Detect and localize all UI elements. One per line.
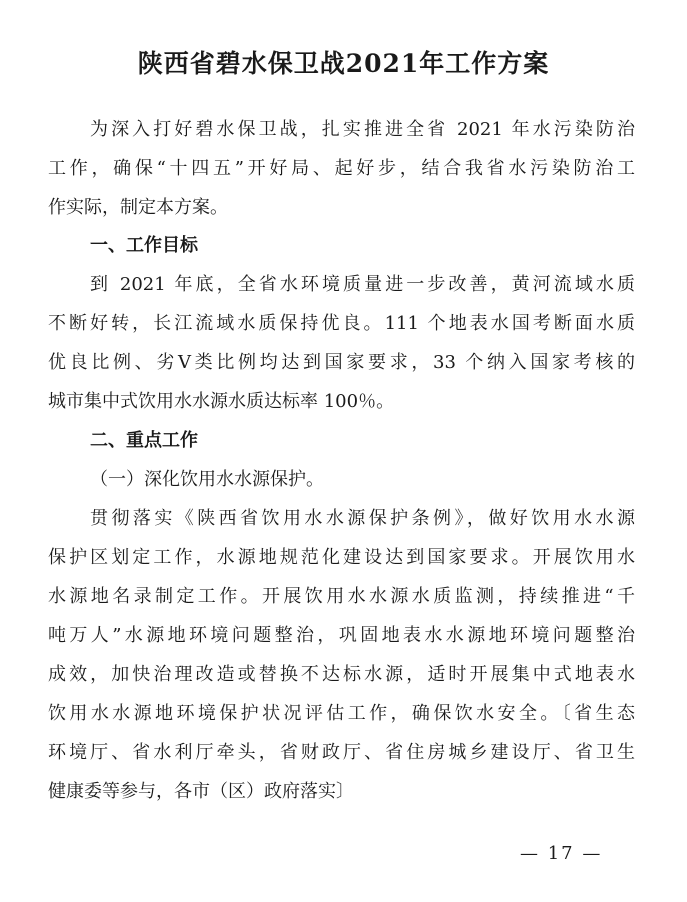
paragraph-line: 为深入打好碧水保卫战，扎实推进全省 2021 年水污染防治	[90, 119, 635, 140]
paragraph-line: 不断好转，长江流域水质保持优良。111 个地表水国考断面水质	[48, 313, 635, 334]
paragraph-line: 工作，确保“十四五”开好局、起好步，结合我省水污染防治工	[48, 158, 635, 179]
paragraph-line: 城市集中式饮用水水源水质达标率 100％。	[48, 391, 395, 412]
document-title: 陕西省碧水保卫战2021年工作方案	[137, 49, 550, 78]
paragraph-line: 健康委等参与，各市（区）政府落实〕	[48, 781, 354, 802]
paragraph-line: 水源地名录制定工作。开展饮用水水源水质监测，持续推进“千	[48, 586, 635, 607]
paragraph-line: 作实际，制定本方案。	[48, 197, 228, 218]
paragraph-line: 饮用水水源地环境保护状况评估工作，确保饮水安全。〔省生态	[48, 703, 635, 724]
paragraph-line: 到 2021 年底，全省水环境质量进一步改善，黄河流域水质	[90, 274, 635, 295]
paragraph-line: 环境厅、省水利厅牵头，省财政厅、省住房城乡建设厅、省卫生	[48, 742, 635, 763]
section-heading: 一、工作目标	[90, 235, 198, 256]
page-number: — 17 —	[520, 843, 603, 864]
paragraph-line: 成效，加快治理改造或替换不达标水源，适时开展集中式地表水	[48, 664, 635, 685]
subsection-heading: （一）深化饮用水水源保护。	[90, 469, 324, 490]
paragraph-line: 保护区划定工作，水源地规范化建设达到国家要求。开展饮用水	[48, 547, 635, 568]
paragraph-line: 吨万人”水源地环境问题整治，巩固地表水水源地环境问题整治	[48, 625, 635, 646]
paragraph-line: 贯彻落实《陕西省饮用水水源保护条例》，做好饮用水水源	[90, 508, 635, 529]
section-heading: 二、重点工作	[90, 430, 198, 451]
paragraph-line: 优良比例、劣Ⅴ类比例均达到国家要求，33 个纳入国家考核的	[48, 352, 635, 373]
